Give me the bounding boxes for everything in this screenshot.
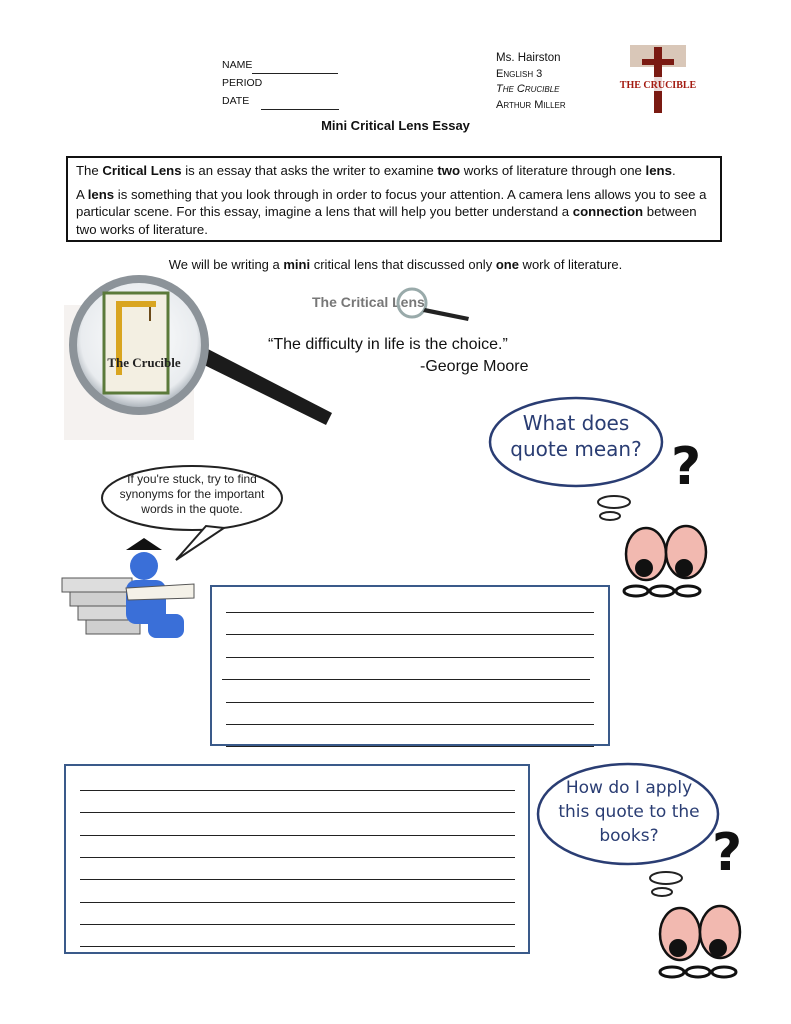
course-info (496, 51, 566, 113)
answer-line (80, 879, 515, 880)
answer-line (226, 657, 594, 658)
date-field[interactable] (261, 97, 339, 110)
answer-line (226, 724, 594, 725)
answer-line (80, 812, 515, 813)
crucible-logo (619, 45, 697, 115)
date-label: DATE (222, 95, 250, 107)
period-label: PERIOD (222, 77, 263, 89)
magnifier-book-title: The Crucible (107, 355, 181, 370)
mini-note: We will be writing a mini critical lens that discussed only one work of literature. (168, 257, 623, 272)
answer-line (226, 612, 594, 613)
answer-line (80, 902, 515, 903)
page-title: Mini Critical Lens Essay (321, 118, 470, 133)
magnifier-crucible-image (64, 275, 340, 440)
bubble-meaning-text: What does quote mean? (510, 411, 642, 461)
quote-author: -George Moore (420, 358, 529, 375)
thinking-character-bottom (536, 764, 758, 984)
writing-box-apply[interactable] (64, 764, 530, 954)
answer-line (226, 746, 594, 747)
book-title: The Crucible (496, 83, 560, 95)
svg-text:The Critical Lens: The Critical Lens (312, 294, 425, 310)
bubble-stuck-text: If you're stuck, try to find synonyms for the important words in the quote. (119, 472, 265, 516)
answer-line (226, 702, 594, 703)
logo-text: THE CRUCIBLE (619, 80, 697, 91)
intro-paragraph-2: A lens is something that you look through in order to focus your attention. A camera lens allows you to see a particular scene. For this essay, imagine a lens that will help you better understand a connection between two works of literature. (76, 186, 707, 237)
thinking-character-top (486, 398, 718, 600)
intro-paragraph-1: The Critical Lens is an essay that asks the writer to examine two works of literature through one lens. (76, 163, 676, 178)
svg-text:?: ? (712, 823, 743, 883)
answer-line (222, 679, 590, 680)
answer-line (80, 857, 515, 858)
course-name: English 3 (496, 67, 543, 80)
name-label: NAME (222, 59, 253, 71)
answer-line (80, 924, 515, 925)
critical-lens-logo (310, 286, 475, 326)
student-info (222, 56, 339, 110)
writing-box-meaning[interactable] (210, 585, 610, 746)
answer-line (80, 946, 515, 947)
answer-line (226, 634, 594, 635)
answer-line (80, 790, 515, 791)
svg-text:?: ? (671, 437, 702, 497)
book-author: Arthur Miller (496, 98, 566, 111)
teacher-name: Ms. Hairston (496, 52, 561, 64)
bubble-apply-text: How do I apply this quote to the books? (558, 778, 700, 846)
name-field[interactable] (252, 61, 338, 74)
answer-line (80, 835, 515, 836)
intro-box (66, 156, 722, 242)
quote-text: “The difficulty in life is the choice.” (268, 336, 508, 353)
